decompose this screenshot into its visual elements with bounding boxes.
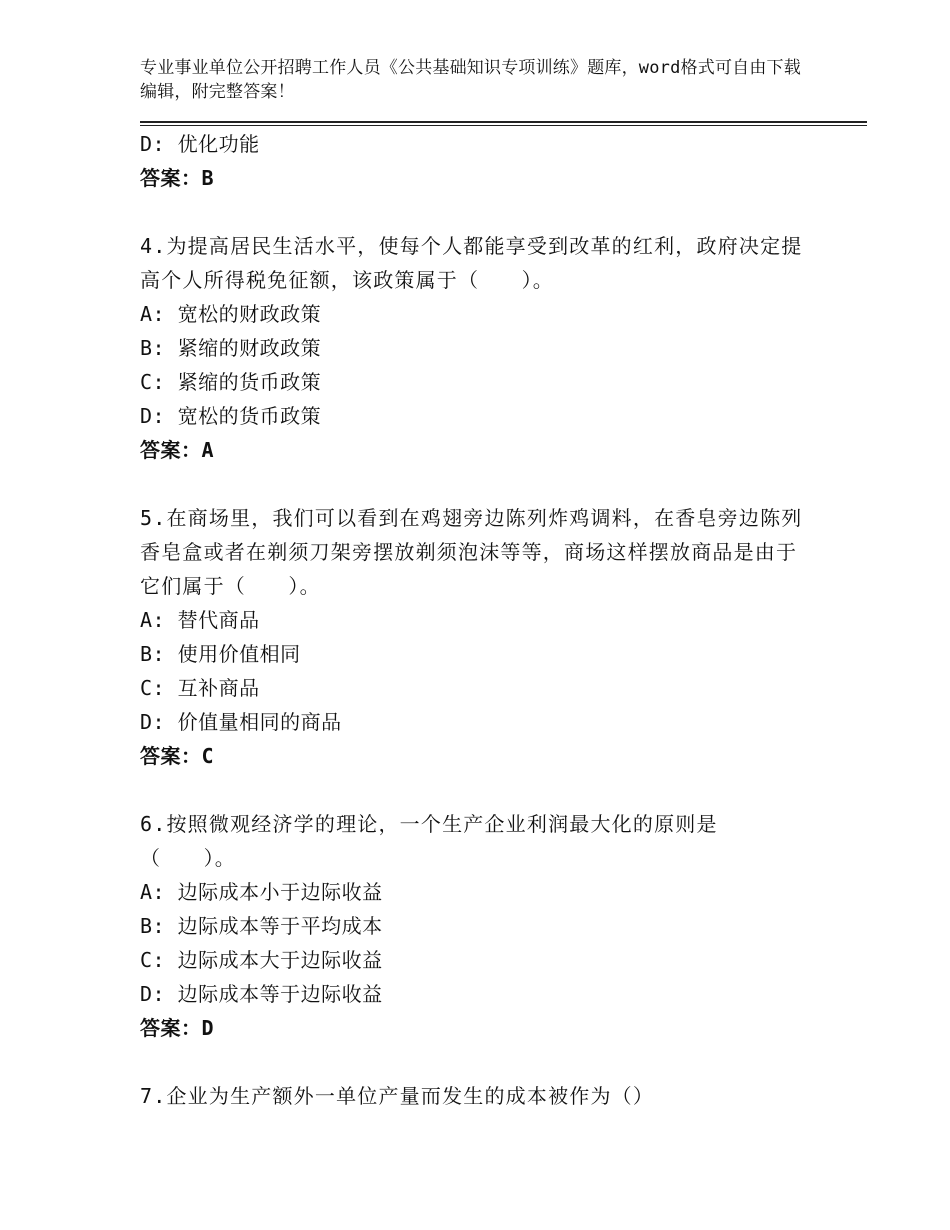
question-6	[140, 807, 810, 1045]
document-content	[140, 127, 810, 1113]
header-rule-thin	[140, 125, 867, 126]
option-b: B: 使用价值相同	[140, 642, 301, 666]
option-a: A: 边际成本小于边际收益	[140, 880, 383, 904]
question-stem: 5.在商场里，我们可以看到在鸡翅旁边陈列炸鸡调料，在香皂旁边陈列香皂盒或者在剃须刀架旁摆放剃须泡沫等等，商场这样摆放商品是由于它们属于（ ）。	[140, 506, 803, 598]
spacer	[140, 467, 810, 501]
option-a: A: 替代商品	[140, 608, 260, 632]
question-stem: 7.企业为生产额外一单位产量而发生的成本被作为（）	[140, 1084, 655, 1108]
question-4	[140, 229, 810, 467]
header-rule-thick	[140, 121, 867, 123]
question-7	[140, 1079, 810, 1113]
option-d: D: 宽松的货币政策	[140, 404, 322, 428]
prev-answer: 答案：B	[140, 166, 215, 190]
option-b: B: 边际成本等于平均成本	[140, 914, 383, 938]
answer: 答案：C	[140, 744, 215, 768]
spacer	[140, 1045, 810, 1079]
question-5	[140, 501, 810, 773]
spacer	[140, 195, 810, 229]
option-c: C: 互补商品	[140, 676, 260, 700]
option-d: D: 价值量相同的商品	[140, 710, 342, 734]
spacer	[140, 773, 810, 807]
answer: 答案：D	[140, 1016, 215, 1040]
question-stem: 4.为提高居民生活水平，使每个人都能享受到改革的红利，政府决定提高个人所得税免征额，该政策属于（ ）。	[140, 234, 803, 292]
option-a: A: 宽松的财政政策	[140, 302, 322, 326]
option-c: C: 边际成本大于边际收益	[140, 948, 383, 972]
answer: 答案：A	[140, 438, 215, 462]
option-d: D: 边际成本等于边际收益	[140, 982, 383, 1006]
option-b: B: 紧缩的财政政策	[140, 336, 322, 360]
prev-option-d: D: 优化功能	[140, 132, 260, 156]
page-header: 专业事业单位公开招聘工作人员《公共基础知识专项训练》题库，word格式可自由下载编辑，附完整答案！	[140, 58, 801, 102]
option-c: C: 紧缩的货币政策	[140, 370, 322, 394]
question-stem: 6.按照微观经济学的理论，一个生产企业利润最大化的原则是（ ）。	[140, 812, 718, 870]
